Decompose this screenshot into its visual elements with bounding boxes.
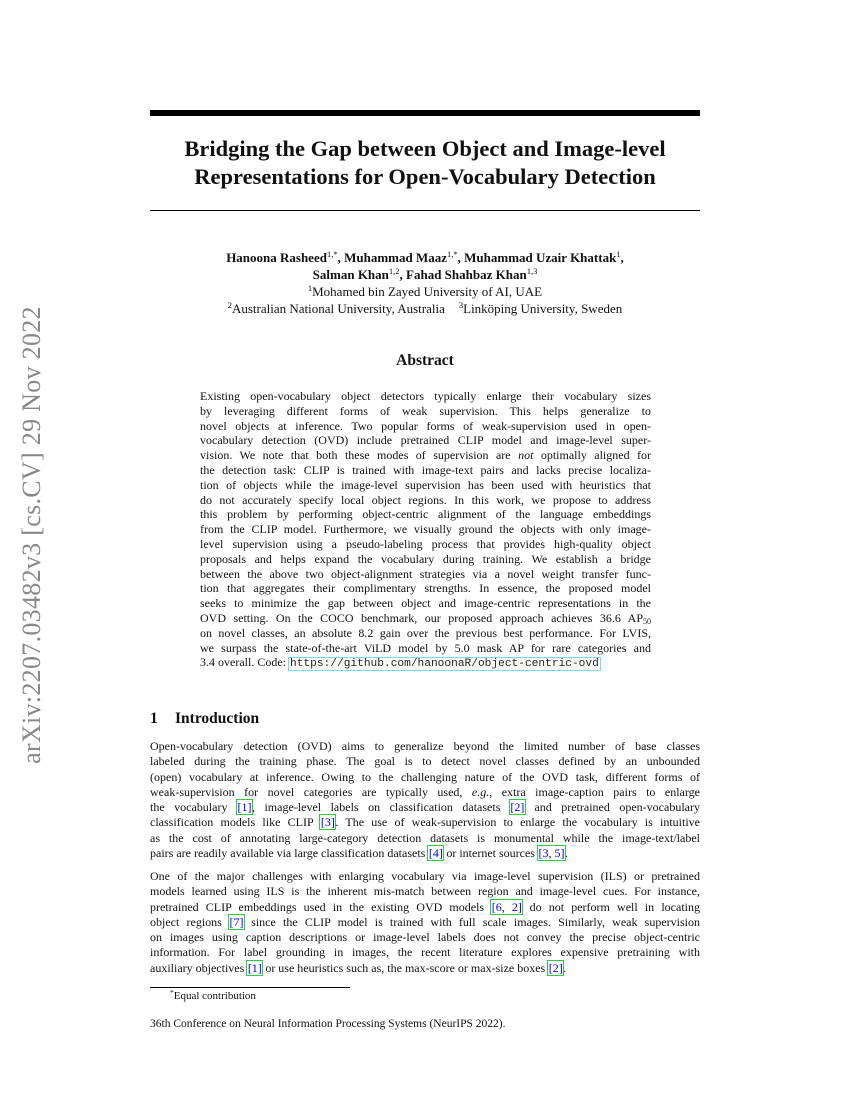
paragraph-line: One of the major challenges with enlarging vocabulary via image-level supervision (ILS) or pretrained [150,869,700,883]
affiliation-row-2 [150,300,700,317]
affiliation-mark: 1 [307,283,313,293]
paragraph-line [150,785,700,800]
citation-link[interactable]: [3, 5] [538,846,565,861]
title-line-1: Bridging the Gap between Object and Image-level [184,136,666,161]
affiliation-name: Linköping University, Sweden [463,301,623,316]
citation-link[interactable]: [7] [229,914,244,929]
paragraph-text: weak-supervision for novel categories are typically used, [150,784,472,799]
paper-title [150,135,700,191]
author-name: Muhammad Uzair Khattak [464,250,617,265]
paragraph-line [150,900,700,915]
citation-link[interactable]: [4] [428,846,443,861]
intro-paragraph-2 [150,869,700,976]
abstract-line [200,611,651,626]
title-line-2: Representations for Open-Vocabulary Detection [194,164,656,189]
affiliation-name: Australian National University, Australia [231,301,445,316]
paragraph-line [150,915,700,930]
abstract-emphasis: not [518,448,534,463]
paragraph-text: . The use of weak-supervision to enlarge the vocabulary is intuitive [335,815,700,830]
footnote-rule [150,987,350,988]
abstract-text: optimally aligned for [533,448,652,463]
author-name: Salman Khan [312,267,389,282]
citation-link[interactable]: [2] [510,800,525,815]
paragraph-line: information. For label grounding in images, the recent literature explores expensive pretraining with [150,945,700,960]
paragraph-text: the vocabulary [150,800,237,815]
citation-link[interactable]: [2] [548,960,563,975]
paragraph-line: labeled during the training phase. The goal is to detect novel classes defined by an unbounded [150,754,700,769]
paragraph-line [150,961,700,976]
paragraph-text: . [563,960,567,975]
affiliation-row-1 [150,283,700,300]
footnote [170,990,256,1002]
abstract-line: from the CLIP model. Furthermore, we visually ground the objects with only image- [200,522,651,537]
paragraph-line [150,800,700,815]
paragraph-text: pretrained CLIP embeddings used in the existing OVD models [150,899,492,914]
abstract-line: seeks to minimize the gap between object and image-centric representations in the [200,596,651,611]
author-affil-mark: 1 [616,249,621,259]
title-top-rule [150,110,700,116]
paragraph-text: object regions [150,914,229,929]
author-affil-mark: 1,* [447,249,458,259]
abstract-line: vocabulary detection (OVD) include pretrained CLIP model and image-level super- [200,433,651,448]
footnote-text: Equal contribution [173,990,256,1002]
abstract-line: we surpass the state-of-the-art ViLD model by 5.0 mask AP for rare categories and [200,640,651,655]
section-heading-introduction [150,710,259,728]
citation-link[interactable]: [3] [320,815,335,830]
paragraph-line [150,846,700,861]
paragraph-line [150,815,700,830]
arxiv-identifier-text: arXiv:2207.03482v3 [cs.CV] 29 Nov 2022 [17,306,47,764]
paragraph-emphasis: e.g. [471,784,490,799]
paragraph-text: classification models like CLIP [150,815,321,830]
author-block [150,249,700,317]
author-name: Hanoona Rasheed [226,250,327,265]
paragraph-text: pairs are readily available via large classification datasets [150,846,429,861]
abstract-line: do not accurately specify local object regions. In this work, we propose to address [200,492,651,507]
abstract-text: vision. We note that both these modes of supervision are [200,448,519,463]
citation-link[interactable]: [1] [237,800,252,815]
paragraph-text: and pretrained open-vocabulary [524,800,700,815]
paragraph-text: do not perform well in locating [522,899,700,914]
author-name: Muhammad Maaz [344,250,448,265]
abstract-line: tion that aggregates their complimentary strengths. In essence, the proposed model [200,581,651,596]
paragraph-text: . [564,846,568,861]
paragraph-text: or internet sources [443,846,538,861]
paragraph-text: , image-level labels on classification datasets [251,800,510,815]
author-separator: , [457,250,465,265]
author-row-1 [150,249,700,266]
arxiv-identifier-stamp [12,290,52,780]
title-bottom-rule [150,210,700,211]
section-number: 1 [150,710,158,727]
affiliation-mark: 2 [227,300,232,310]
paragraph-line: on images using caption descriptions or image-level labels does not convey the precise object-centric [150,930,700,945]
affiliation-name: Mohamed bin Zayed University of AI, UAE [312,284,543,299]
abstract-text: OVD setting. On the COCO benchmark, our proposed approach achieves 36.6 AP [200,610,643,625]
author-separator: , [337,250,345,265]
conference-venue: 36th Conference on Neural Information Processing Systems (NeurIPS 2022). [150,1018,506,1030]
abstract-line: tion of objects while the image-level supervision has been used with heuristics that [200,477,651,492]
section-title: Introduction [175,710,260,727]
paragraph-line: Open-vocabulary detection (OVD) aims to generalize beyond the limited number of base classes [150,739,700,753]
abstract-line: novel objects at inference. Two popular forms of weak-supervision used in open- [200,418,651,433]
author-affil-mark: 1,3 [526,266,538,276]
paragraph-text: auxiliary objectives [150,960,248,975]
paragraph-text: , extra image-caption pairs to enlarge [489,784,700,799]
author-separator: , [399,267,407,282]
paragraph-text: since the CLIP model is trained with full scale images. Similarly, weak supervision [244,914,700,929]
abstract-line: this problem by performing object-centric alignment of the language embeddings [200,507,651,522]
paragraph-line: (open) vocabulary at inference. Owing to the challenging nature of the OVD task, different forms of [150,769,700,784]
code-url-link[interactable]: https://github.com/hanoonaR/object-centric-ovd [289,658,599,671]
abstract-line [200,655,651,670]
author-name: Fahad Shahbaz Khan [406,267,527,282]
paragraph-line: as the cost of annotating large-category detection datasets is monumental while the image-text/label [150,830,700,845]
abstract-text: 3.4 overall. Code: [200,655,289,670]
abstract-body [200,389,651,670]
footnote-mark: * [170,988,174,997]
abstract-line [200,448,651,463]
abstract-heading: Abstract [396,352,454,369]
intro-paragraph-1 [150,739,700,861]
ap-subscript: 50 [643,616,651,626]
abstract-line: level supervision using a pseudo-labeling process that provides high-quality object [200,536,651,551]
citation-link[interactable]: [6, 2] [491,899,522,914]
author-row-2 [150,266,700,283]
paragraph-text: or use heuristics such as, the max-score or max-size boxes [262,960,549,975]
paragraph-line: models learned using ILS is the inherent mis-match between region and image-level cues. For instance, [150,884,700,899]
abstract-line: between the above two object-alignment strategies via a novel weight transfer func- [200,566,651,581]
abstract-line: by leveraging different forms of weak supervision. This helps generalize to [200,403,651,418]
abstract-line: the detection task: CLIP is trained with image-text pairs and lacks precise localiza- [200,462,651,477]
author-separator: , [620,250,624,265]
citation-link[interactable]: [1] [247,960,262,975]
author-affil-mark: 1,2 [388,266,400,276]
abstract-line: Existing open-vocabulary object detectors typically enlarge their vocabulary sizes [200,389,651,403]
affiliation-mark: 3 [458,300,464,310]
abstract-line: on novel classes, an absolute 8.2 gain over the previous best performance. For LVIS, [200,625,651,640]
abstract-line: proposals and helps expand the vocabulary during training. We establish a bridge [200,551,651,566]
author-affil-mark: 1,* [326,249,338,259]
